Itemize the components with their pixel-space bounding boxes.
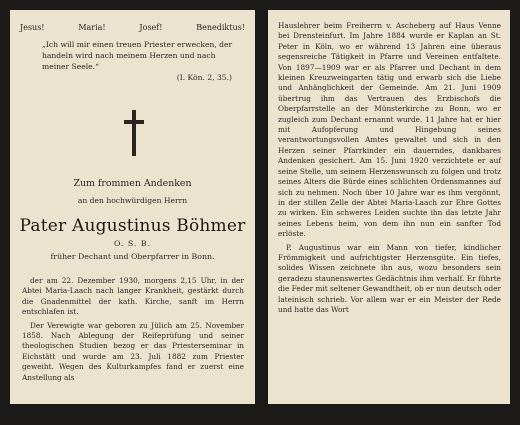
religious-order: O. S. B.	[113, 239, 152, 248]
former-title: früher Dechant und Oberpfarrer in Bonn.	[50, 252, 215, 261]
character-paragraph: P. Augustinus war ein Mann von tiefer, kindlicher Frömmigkeit und aufrichtigster Herzensgüte. Ein tiefes, solides Wissen zeichnete ihn aus, wozu besonders sein geradezu staunenswertes Gedächtnis ihm verhalf. Er führte die Feder mit seltener Gewandtheit, ob er nun deutsch oder lateinisch schrieb. Vor allem war er ein Meister der Rede und hatte das Wort	[278, 242, 501, 314]
quote-source: (I. Kön. 2, 35.)	[176, 73, 232, 82]
death-paragraph: der am 22. Dezember 1930, morgens 2,15 Uhr, in der Abtei Maria-Laach nach langer Krankheit, gestärkt durch die Gnadenmittel der kath. Kirche, sanft im Herrn entschlafen ist.	[22, 276, 244, 317]
quote-text: „Ich will mir einen treuen Priester erwecken, der handeln wird nach meinem Herzen und nach meiner Seele.“	[42, 40, 233, 71]
invocation-maria: Maria!	[78, 23, 106, 32]
life-paragraph-start: Der Verewigte war geboren zu Jülich am 25. November 1858. Nach Ablegung der Reifeprüfung und seiner theologischen Studien bezog er das Priesterseminar in Eichstätt und wurde am 23. Juli 1882 zum Priester geweiht. Wegen des Kulturkampfes fand er zuerst eine Anstellung als	[22, 320, 244, 382]
invocation-benediktus: Benediktus!	[196, 23, 245, 32]
invocations	[20, 23, 245, 32]
career-paragraph: Hauslehrer beim Freiherrn v. Ascheberg auf Haus Venne bei Drensteinfurt. Im Jahre 1884 wurde er Kaplan an St. Peter in Köln, wo er während 13 Jahren eine überaus segensreiche Tätigkeit in Pfarre und Vereinen entfaltete. Von 1897—1909 war er als Pfarrer und Dechant in dem kleinen Kreuzweingarten tätig und erwarb sich die Liebe und Anhänglichkeit der Gemeinde. Am 21. Juni 1909 übertrug ihm das Vertrauen des Erzbischofs die Oberpfarrstelle an der Münsterkirche zu Bonn, wo er zugleich zum Dechant ernannt wurde. 11 Jahre hat er hier mit Aufopferung und Hingebung seines verantwortungsvollen Amtes gewaltet und sich in den Herzen seiner Pfarrkinder ein dauerndes, dankbares Andenken gesichert. Am 15. Juni 1920 verzichtete er auf seine Stelle, um seinem Herzenswunsch zu folgen und trotz seines Alters die Bürde eines schlichten Ordensmannes auf sich zu nehmen. Noch über 10 Jahre war es ihm vergönnt, in der stillen Zelle der Abtei Maria-Laach zur Ehre Gottes zu wirken. Ein schweres Leiden suchte ihn das letzte Jahr seines Lebens heim, von dem ihn nun ein sanfter Tod erlöste.	[278, 21, 501, 239]
honorific: an den hochwürdigen Herrn	[77, 196, 188, 205]
right-page	[268, 10, 510, 404]
cross-icon	[124, 110, 144, 156]
memorial-heading: Zum frommen Andenken	[73, 178, 192, 189]
invocation-jesus: Jesus!	[20, 23, 45, 32]
deceased-name: Pater Augustinus Böhmer	[19, 216, 246, 236]
biography-left	[22, 276, 244, 383]
scripture-quote	[42, 39, 242, 83]
invocation-josef: Josef!	[139, 23, 163, 32]
biography-right	[278, 21, 501, 315]
left-page	[10, 10, 255, 404]
